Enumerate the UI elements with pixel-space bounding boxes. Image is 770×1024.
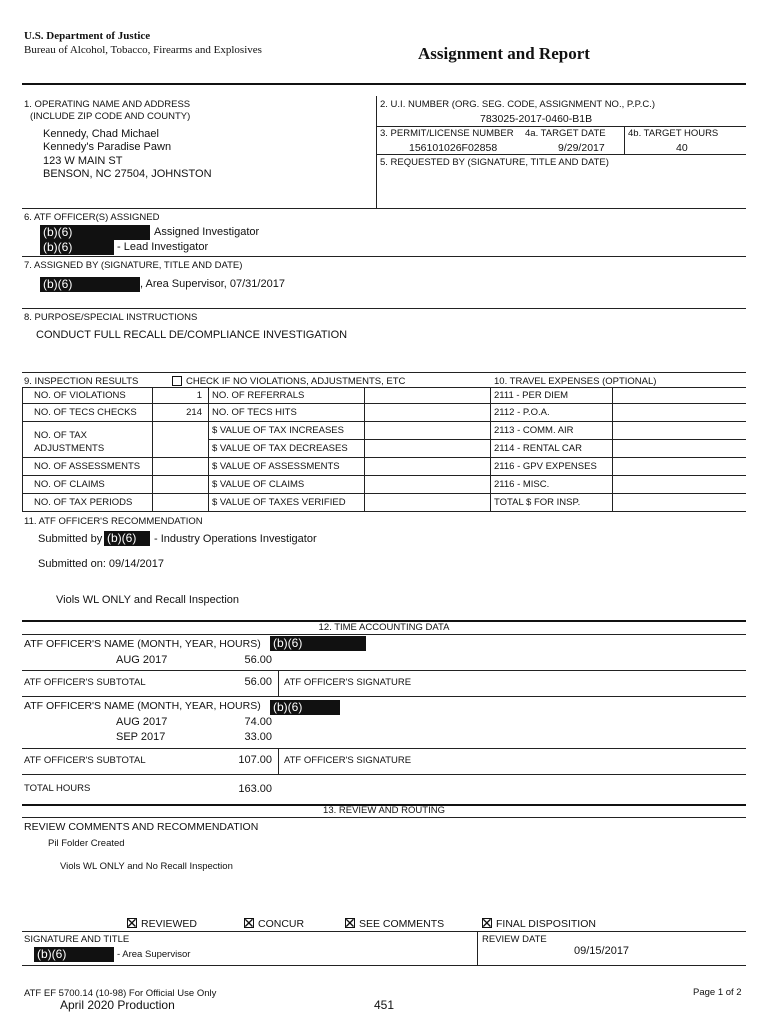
officer-name-label: ATF OFFICER'S NAME (MONTH, YEAR, HOURS) xyxy=(24,700,261,712)
section1-sublabel: (INCLUDE ZIP CODE AND COUNTY) xyxy=(30,111,191,122)
divider xyxy=(376,96,377,208)
divider xyxy=(22,372,746,373)
redaction-box: (b)(6) xyxy=(270,700,340,715)
review-comment: Viols WL ONLY and No Recall Inspection xyxy=(60,861,233,872)
divider xyxy=(22,421,746,422)
target-date-label: 4a. TARGET DATE xyxy=(525,128,606,139)
divider xyxy=(22,457,746,458)
total-hours-value: 163.00 xyxy=(238,783,272,795)
redaction-box: (b)(6) xyxy=(34,947,114,962)
total-hours-label: TOTAL HOURS xyxy=(24,783,91,794)
department-name: U.S. Department of Justice xyxy=(24,30,151,42)
section5-label: 5. REQUESTED BY (SIGNATURE, TITLE AND DATE) xyxy=(380,157,609,168)
signature-label: ATF OFFICER'S SIGNATURE xyxy=(284,677,412,688)
travel-row-label: 2114 - RENTAL CAR xyxy=(494,443,582,454)
divider xyxy=(22,387,746,388)
divider xyxy=(22,511,746,512)
row-label: NO. OF CLAIMS xyxy=(34,479,105,490)
time-month: AUG 2017 xyxy=(116,654,168,666)
review-comment: Pil Folder Created xyxy=(48,838,125,849)
divider xyxy=(22,475,746,476)
row-label: $ VALUE OF TAX INCREASES xyxy=(212,425,344,436)
no-violations-checkbox[interactable] xyxy=(172,376,182,386)
section2-label: 2. U.I. NUMBER (ORG. SEG. CODE, ASSIGNMENT NO., P.P.C.) xyxy=(380,99,656,110)
travel-row-label: 2116 - MISC. xyxy=(494,479,550,490)
row-label: NO. OF REFERRALS xyxy=(212,390,305,401)
section6-label: 6. ATF OFFICER(S) ASSIGNED xyxy=(24,212,160,223)
address-line: BENSON, NC 27504, JOHNSTON xyxy=(43,168,212,180)
travel-row-label: TOTAL $ FOR INSP. xyxy=(494,497,581,508)
row-label: NO. OF TAX PERIODS xyxy=(34,497,133,508)
subtotal-value: 56.00 xyxy=(244,676,272,688)
address-line: Kennedy's Paradise Pawn xyxy=(43,141,172,153)
section10-label: 10. TRAVEL EXPENSES (OPTIONAL) xyxy=(494,376,657,387)
travel-row-label: 2112 - P.O.A. xyxy=(494,407,550,418)
target-hours: 40 xyxy=(676,142,688,154)
divider xyxy=(624,126,625,154)
divider xyxy=(22,634,746,635)
divider xyxy=(22,931,746,932)
divider xyxy=(278,670,279,696)
license-number: 156101026F02858 xyxy=(409,142,498,154)
divider xyxy=(22,817,746,818)
divider xyxy=(22,208,746,209)
bates-number: 451 xyxy=(374,998,395,1012)
divider xyxy=(22,774,746,775)
section7-label: 7. ASSIGNED BY (SIGNATURE, TITLE AND DATE) xyxy=(24,260,243,271)
divider xyxy=(364,387,365,511)
divider xyxy=(22,748,746,749)
divider xyxy=(22,256,746,257)
section12-label: 12. TIME ACCOUNTING DATA xyxy=(318,622,450,633)
target-date: 9/29/2017 xyxy=(558,142,605,154)
purpose-value: CONDUCT FULL RECALL DE/COMPLIANCE INVESTIGATION xyxy=(36,329,348,341)
time-hours: 33.00 xyxy=(244,731,272,743)
section11-label: 11. ATF OFFICER'S RECOMMENDATION xyxy=(24,516,203,527)
check-mark-icon: ✕ xyxy=(126,915,138,931)
submitted-by-title: - Industry Operations Investigator xyxy=(154,533,317,545)
divider xyxy=(208,439,746,440)
redaction-box: (b)(6) xyxy=(40,277,140,292)
divider xyxy=(477,931,478,965)
check-mark-icon: ✕ xyxy=(243,915,255,931)
divider xyxy=(22,493,746,494)
subtotal-label: ATF OFFICER'S SUBTOTAL xyxy=(24,677,146,688)
recommendation-note: Viols WL ONLY and Recall Inspection xyxy=(56,594,240,606)
page-number: Page 1 of 2 xyxy=(693,987,742,998)
checkbox-label: REVIEWED xyxy=(141,918,198,930)
header-rule xyxy=(22,83,746,85)
check-mark-icon: ✕ xyxy=(481,915,493,931)
row-label: $ VALUE OF CLAIMS xyxy=(212,479,305,490)
redaction-box: (b)(6) xyxy=(104,531,150,546)
review-date: 09/15/2017 xyxy=(574,945,630,957)
no-violations-label: CHECK IF NO VIOLATIONS, ADJUSTMENTS, ETC xyxy=(186,376,406,387)
travel-row-label: 2111 - PER DIEM xyxy=(494,390,569,401)
divider xyxy=(377,126,746,127)
assigned-by-value: , Area Supervisor, 07/31/2017 xyxy=(140,278,285,290)
travel-row-label: 2116 - GPV EXPENSES xyxy=(494,461,597,472)
row-value: 1 xyxy=(196,390,202,401)
row-label: NO. OF TECS HITS xyxy=(212,407,297,418)
redaction-box: (b)(6) xyxy=(40,240,114,255)
row-label: NO. OF TAX ADJUSTMENTS xyxy=(34,430,105,454)
divider xyxy=(278,748,279,774)
officer-role: - Lead Investigator xyxy=(117,241,209,253)
section3-label: 3. PERMIT/LICENSE NUMBER xyxy=(380,128,514,139)
signature-label: ATF OFFICER'S SIGNATURE xyxy=(284,755,412,766)
review-comments-label: REVIEW COMMENTS AND RECOMMENDATION xyxy=(24,821,259,833)
travel-row-label: 2113 - COMM. AIR xyxy=(494,425,574,436)
target-hours-label: 4b. TARGET HOURS xyxy=(628,128,719,139)
row-label: NO. OF VIOLATIONS xyxy=(34,390,126,401)
form-identifier: ATF EF 5700.14 (10-98) For Official Use Only xyxy=(24,988,217,999)
time-month: AUG 2017 xyxy=(116,716,168,728)
section9-label: 9. INSPECTION RESULTS xyxy=(24,376,139,387)
divider xyxy=(22,965,746,966)
time-hours: 56.00 xyxy=(244,654,272,666)
officer-role: Assigned Investigator xyxy=(154,226,260,238)
redaction-box: (b)(6) xyxy=(40,225,150,240)
checkbox-label: CONCUR xyxy=(258,918,305,930)
divider xyxy=(22,696,746,697)
divider xyxy=(22,308,746,309)
row-label: $ VALUE OF ASSESSMENTS xyxy=(212,461,340,472)
row-label: NO. OF ASSESSMENTS xyxy=(34,461,141,472)
divider xyxy=(612,387,613,511)
checkbox-label: SEE COMMENTS xyxy=(359,918,445,930)
section1-label: 1. OPERATING NAME AND ADDRESS xyxy=(24,99,191,110)
time-month: SEP 2017 xyxy=(116,731,166,743)
section8-label: 8. PURPOSE/SPECIAL INSTRUCTIONS xyxy=(24,312,198,323)
section13-label: 13. REVIEW AND ROUTING xyxy=(323,805,445,816)
review-date-label: REVIEW DATE xyxy=(482,934,547,945)
divider xyxy=(152,387,153,511)
check-mark-icon: ✕ xyxy=(344,915,356,931)
bureau-name: Bureau of Alcohol, Tobacco, Firearms and Explosives xyxy=(24,44,262,56)
subtotal-value: 107.00 xyxy=(238,754,272,766)
subtotal-label: ATF OFFICER'S SUBTOTAL xyxy=(24,755,146,766)
divider xyxy=(490,387,491,511)
signer-title: - Area Supervisor xyxy=(117,949,191,960)
form-title: Assignment and Report xyxy=(418,44,590,63)
time-hours: 74.00 xyxy=(244,716,272,728)
divider xyxy=(377,154,746,155)
address-line: Kennedy, Chad Michael xyxy=(43,128,159,140)
signature-title-label: SIGNATURE AND TITLE xyxy=(24,934,130,945)
address-line: 123 W MAIN ST xyxy=(43,155,123,167)
row-label: $ VALUE OF TAX DECREASES xyxy=(212,443,348,454)
ui-number: 783025-2017-0460-B1B xyxy=(480,113,593,125)
row-label: $ VALUE OF TAXES VERIFIED xyxy=(212,497,346,508)
production-stamp: April 2020 Production xyxy=(60,998,175,1012)
divider xyxy=(208,387,209,511)
checkbox-label: FINAL DISPOSITION xyxy=(496,918,596,930)
row-label: NO. OF TECS CHECKS xyxy=(34,407,137,418)
row-value: 214 xyxy=(186,407,202,418)
divider xyxy=(22,403,746,404)
divider xyxy=(22,387,23,511)
officer-name-label: ATF OFFICER'S NAME (MONTH, YEAR, HOURS) xyxy=(24,638,261,650)
submitted-on: Submitted on: 09/14/2017 xyxy=(38,558,164,570)
redaction-box: (b)(6) xyxy=(270,636,366,651)
submitted-by-label: Submitted by xyxy=(38,533,103,545)
divider xyxy=(22,670,746,671)
